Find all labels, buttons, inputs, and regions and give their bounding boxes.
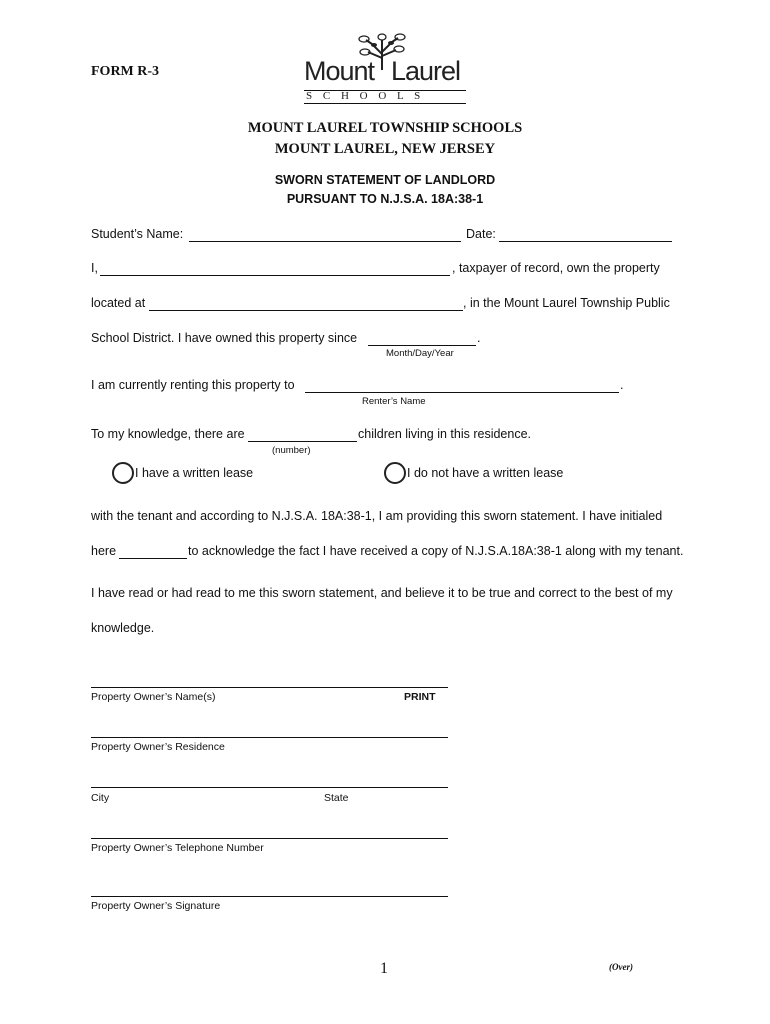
state-label: State: [324, 792, 349, 804]
property-address-field[interactable]: [149, 310, 463, 311]
renting-period: .: [620, 378, 624, 392]
owner-residence-label: Property Owner’s Residence: [91, 741, 225, 753]
date-field[interactable]: [499, 241, 672, 242]
student-name-label: Student’s Name:: [91, 227, 184, 241]
district-name: MOUNT LAUREL TOWNSHIP SCHOOLS: [247, 120, 523, 136]
student-name-field[interactable]: [189, 241, 461, 242]
logo-subtitle: S C H O O L S: [306, 90, 425, 102]
owner-residence-field[interactable]: [91, 737, 448, 738]
renter-name-field[interactable]: [305, 392, 619, 393]
owner-name-field[interactable]: [100, 275, 450, 276]
owner-names-field[interactable]: [91, 687, 448, 688]
renters-name-hint: Renter’s Name: [362, 396, 426, 407]
print-label: PRINT: [404, 691, 436, 703]
children-count-field[interactable]: [248, 441, 357, 442]
tenant-statement: with the tenant and according to N.J.S.A. 18A:38-1, I am providing this sworn statement. I have initialed: [91, 509, 663, 523]
owner-signature-field[interactable]: [91, 896, 448, 897]
initials-field[interactable]: [119, 558, 187, 559]
form-title: SWORN STATEMENT OF LANDLORD: [274, 173, 496, 187]
here-prefix: here: [91, 544, 117, 558]
owner-prefix: I,: [91, 261, 98, 275]
form-id: FORM R-3: [91, 64, 160, 79]
no-written-lease-radio[interactable]: [384, 462, 406, 484]
district-location: MOUNT LAUREL, NEW JERSEY: [274, 141, 496, 157]
owner-signature-label: Property Owner’s Signature: [91, 900, 221, 912]
owned-since-field[interactable]: [368, 345, 476, 346]
taxpayer-text: , taxpayer of record, own the property: [452, 261, 660, 275]
city-label: City: [91, 792, 110, 804]
owner-phone-field[interactable]: [91, 838, 448, 839]
owner-names-label: Property Owner’s Name(s): [91, 691, 216, 703]
children-suffix: children living in this residence.: [358, 427, 532, 441]
owner-phone-label: Property Owner’s Telephone Number: [91, 842, 264, 854]
date-label: Date:: [466, 227, 496, 241]
no-written-lease-label: I do not have a written lease: [407, 466, 564, 480]
over-note: (Over): [609, 962, 633, 972]
written-lease-label: I have a written lease: [135, 466, 254, 480]
logo-bottom-line: [304, 103, 466, 104]
logo-word-left: Mount: [304, 56, 375, 86]
number-hint: (number): [272, 445, 311, 456]
renting-text: I am currently renting this property to: [91, 378, 295, 392]
logo-word-right: Laurel: [391, 56, 461, 86]
form-subtitle: PURSUANT TO N.J.S.A. 18A:38-1: [286, 192, 484, 206]
month-day-year-hint: Month/Day/Year: [386, 348, 454, 359]
read-statement-line1: I have read or had read to me this sworn statement, and believe it to be true and correct to the best of my: [91, 586, 673, 600]
located-prefix: located at: [91, 296, 146, 310]
read-statement-line2: knowledge.: [91, 621, 155, 635]
written-lease-radio[interactable]: [112, 462, 134, 484]
city-state-field[interactable]: [91, 787, 448, 788]
here-suffix: to acknowledge the fact I have received a copy of N.J.S.A.18A:38-1 along with my tenant.: [188, 544, 684, 558]
page-number: 1: [380, 960, 388, 977]
owned-since-period: .: [477, 331, 481, 345]
owned-since-text: School District. I have owned this property since: [91, 331, 358, 345]
located-suffix: , in the Mount Laurel Township Public: [463, 296, 670, 310]
school-logo: [300, 32, 475, 104]
knowledge-prefix: To my knowledge, there are: [91, 427, 245, 441]
